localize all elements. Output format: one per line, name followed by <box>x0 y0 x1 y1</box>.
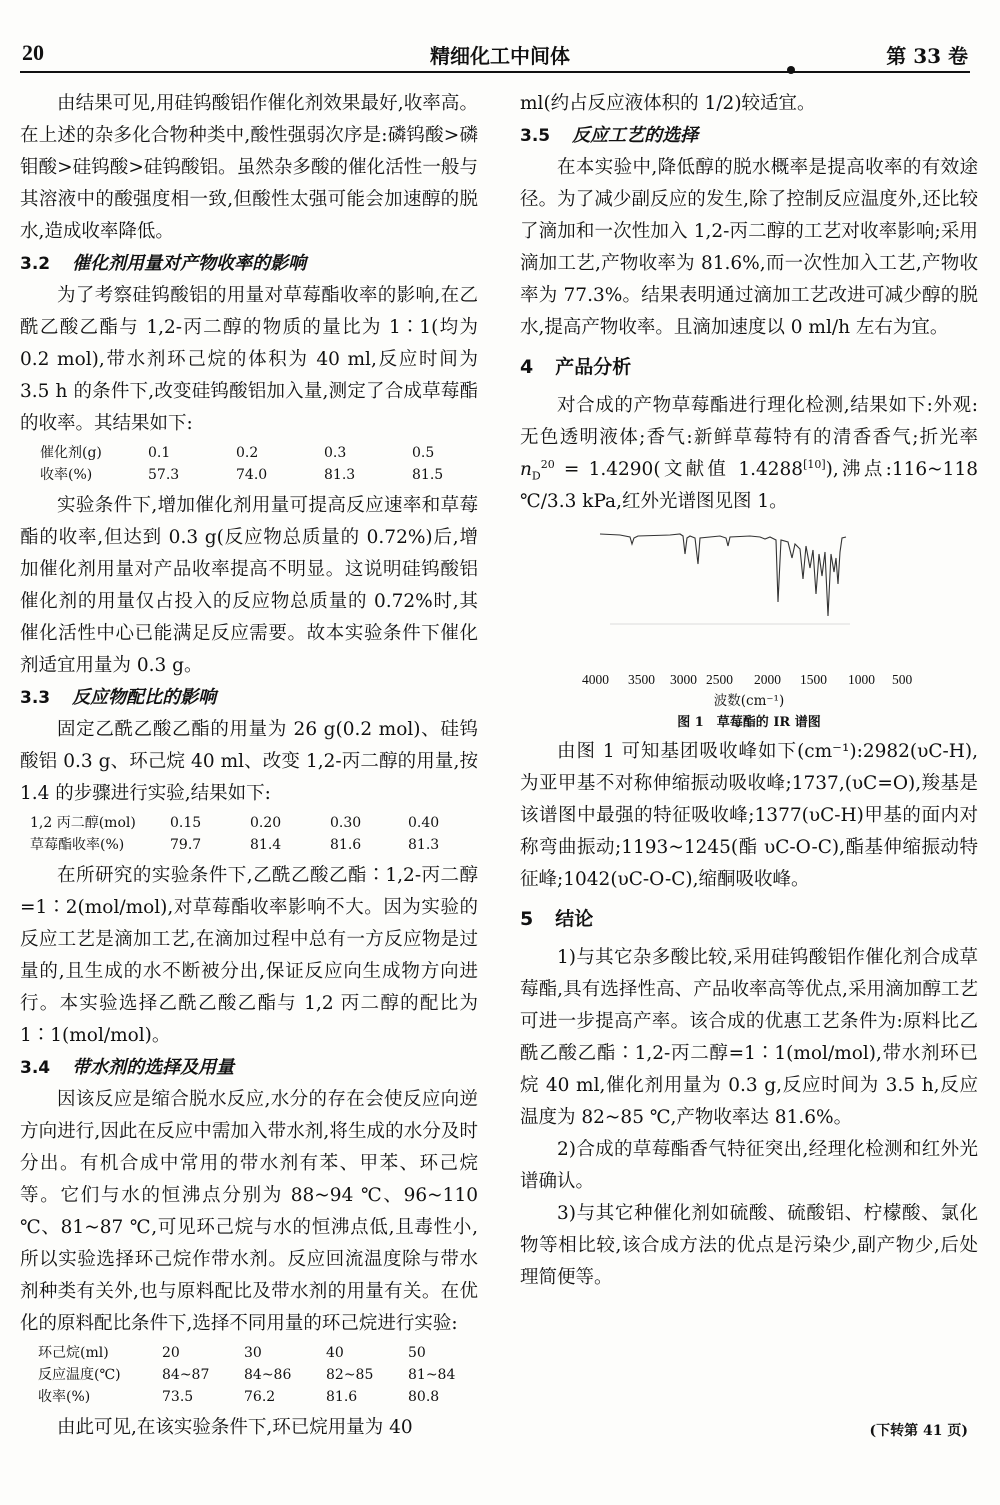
section-heading-3-2: 3.2 催化剂用量对产物收率的影响 <box>20 253 307 274</box>
section-heading-5: 5 结论 <box>520 908 594 930</box>
section-heading-3-4: 3.4 带水剂的选择及用量 <box>20 1057 235 1078</box>
table-row: 1,2 丙二醇(mol) 0.15 0.20 0.30 0.40 <box>30 815 440 831</box>
tick-label: 1000 <box>848 672 875 687</box>
section-heading-3-5: 3.5 反应工艺的选择 <box>520 125 699 146</box>
tick-label: 3000 <box>670 672 697 687</box>
tick-label: 500 <box>892 672 913 687</box>
tick-label: 4000 <box>582 672 609 687</box>
header-rule <box>20 71 970 73</box>
left-column <box>20 88 478 1444</box>
table-row: 收率(%) 73.5 76.2 81.6 80.8 <box>38 1389 440 1405</box>
paragraph: 3)与其它种催化剂如硫酸、硫酸铝、柠檬酸、氯化物等相比较,该合成方法的优点是污染少,副产物少,后处理简便等。 <box>520 1203 978 1288</box>
catalyst-table <box>40 442 443 486</box>
table-row: 催化剂(g) 0.1 0.2 0.3 0.5 <box>40 445 435 461</box>
ratio-table <box>30 812 439 856</box>
right-column <box>520 88 978 1294</box>
table-row: 反应温度(℃) 84~87 84~86 82~85 81~84 <box>38 1367 456 1383</box>
paragraph: 由此可见,在该实验条件下,环已烷用量为 40 <box>57 1417 413 1438</box>
ir-spectrum-figure <box>520 524 978 734</box>
paragraph: 为了考察硅钨酸铝的用量对草莓酯收率的影响,在乙酰乙酸乙酯与 1,2-丙二醇的物质的量比为 1∶1(均为 0.2 mol),带水剂环己烷的体积为 40 ml,反应时间为 3.5 h 的条件下,改变硅钨酸铝加入量,测定了合成草莓酯的收率。其结果如下: <box>20 285 478 434</box>
table-row: 收率(%) 57.3 74.0 81.3 81.5 <box>40 467 444 483</box>
paragraph: 2)合成的草莓酯香气特征突出,经理化检测和红外光谱确认。 <box>520 1139 978 1192</box>
x-axis-label: 波数(cm⁻¹) <box>713 693 785 709</box>
paragraph: 因该反应是缩合脱水反应,水分的存在会使反应向逆方向进行,因此在反应中需加入带水剂,将生成的水分及时分出。有机合成中常用的带水剂有苯、甲苯、环己烷等。它们与水的恒沸点分别为 88~94 ℃、96~110 ℃、81~87 ℃,可见环己烷与水的恒沸点低,且毒性小,所以实验选择环己烷作带水剂。反应回流温度除与带水剂种类有关外,也与原料配比及带水剂的用量有关。在优化的原料配比条件下,选择不同用量的环己烷进行实验: <box>20 1089 478 1334</box>
journal-title: 精细化工中间体 <box>430 44 570 68</box>
section-heading-3-3: 3.3 反应物配比的影响 <box>20 687 217 708</box>
paragraph: 在所研究的实验条件下,乙酰乙酸乙酯∶1,2-丙二醇=1∶2(mol/mol),对草莓酯收率影响不大。因为实验的反应工艺是滴加工艺,在滴加过程中总有一方反应物是过量的,且生成的水不断被分出,保证反应向生成物方向进行。本实验选择乙酰乙酸乙酯与 1,2 丙二醇的配比为 1∶1(mol/mol)。 <box>20 865 478 1046</box>
tick-label: 2000 <box>754 672 781 687</box>
figure-caption: 图 1 草莓酯的 IR 谱图 <box>677 715 821 730</box>
paragraph: 对合成的产物草莓酯进行理化检测,结果如下:外观:无色透明液体;香气:新鲜草莓特有的清香香气;折光率 $n_D^{20} = 1.4290$(文献值 1.4288[10]),沸点:116~118 ℃/3.3 kPa,红外光谱图见图 1。 <box>520 395 978 512</box>
paragraph: 1)与其它杂多酸比较,采用硅钨酸铝作催化剂合成草莓酯,具有选择性高、产品收率高等优点,采用滴加醇工艺可进一步提高产率。该合成的优惠工艺条件为:原料比乙酰乙酸乙酯∶1,2-丙二醇=1∶1(mol/mol),带水剂环已烷 40 ml,催化剂用量为 0.3 g,反应时间为 3.5 h,反应温度为 82~85 ℃,产物收率达 81.6%。 <box>520 947 978 1128</box>
section-heading-4: 4 产品分析 <box>520 356 632 378</box>
tick-label: 1500 <box>800 672 827 687</box>
paragraph: 由图 1 可知基团吸收峰如下(cm⁻¹):2982(υC-H),为亚甲基不对称伸缩振动吸收峰;1737,(υC=O),羧基是该谱图中最强的特征吸收峰;1377(υC-H)甲基的面内对称弯曲振动;1193~1245(酯 υC-O-C),酯基伸缩振动特征峰;1042(υC-O-C),缩酮吸收峰。 <box>520 741 978 890</box>
tick-label: 2500 <box>706 672 733 687</box>
paragraph: 由结果可见,用硅钨酸铝作催化剂效果最好,收率高。在上述的杂多化合物种类中,酸性强弱次序是:磷钨酸>磷钼酸>硅钨酸>硅钨酸铝。虽然杂多酸的催化活性一般与其溶液中的酸强度相一致,但酸性太强可能会加速醇的脱水,造成收率降低。 <box>20 93 478 242</box>
table-row: 草莓酯收率(%) 79.7 81.4 81.6 81.3 <box>30 837 440 853</box>
paragraph: 实验条件下,增加催化剂用量可提高反应速率和草莓酯的收率,但达到 0.3 g(反应物总质量的 0.72%)后,增加催化剂用量对产品收率提高不明显。这说明硅钨酸铝催化剂的用量仅占投入的反应物总质量的 0.72%时,其催化活性中心已能满足反应需要。故本实验条件下催化剂适宜用量为 0.3 g。 <box>20 495 478 676</box>
ir-spectrum-plot <box>520 524 978 664</box>
page-header <box>0 0 1000 75</box>
solvent-table <box>38 1342 455 1408</box>
table-row: 环己烷(ml) 20 30 40 50 <box>38 1345 426 1361</box>
header-rule-dot <box>787 66 795 74</box>
tick-label: 3500 <box>628 672 655 687</box>
volume-label: 第 33 卷 <box>886 44 968 68</box>
ir-spectrum-trace <box>600 534 846 616</box>
paragraph: 固定乙酰乙酸乙酯的用量为 26 g(0.2 mol)、硅钨酸铝 0.3 g、环己烷 40 ml、改变 1,2-丙二醇的用量,按 1.4 的步骤进行实验,结果如下: <box>20 719 478 804</box>
continued-note: (下转第 41 页) <box>869 1423 968 1439</box>
page-number: 20 <box>22 40 44 65</box>
paragraph: 在本实验中,降低醇的脱水概率是提高收率的有效途径。为了减少副反应的发生,除了控制反应温度外,还比较了滴加和一次性加入 1,2-丙二醇的工艺对收率影响;采用滴加工艺,产物收率为 81.6%,而一次性加入工艺,产物收率为 77.3%。结果表明通过滴加工艺改进可减少醇的脱水,提高产物收率。且滴加速度以 0 ml/h 左右为宜。 <box>520 157 978 338</box>
paragraph: ml(约占反应液体积的 1/2)较适宜。 <box>520 93 816 114</box>
